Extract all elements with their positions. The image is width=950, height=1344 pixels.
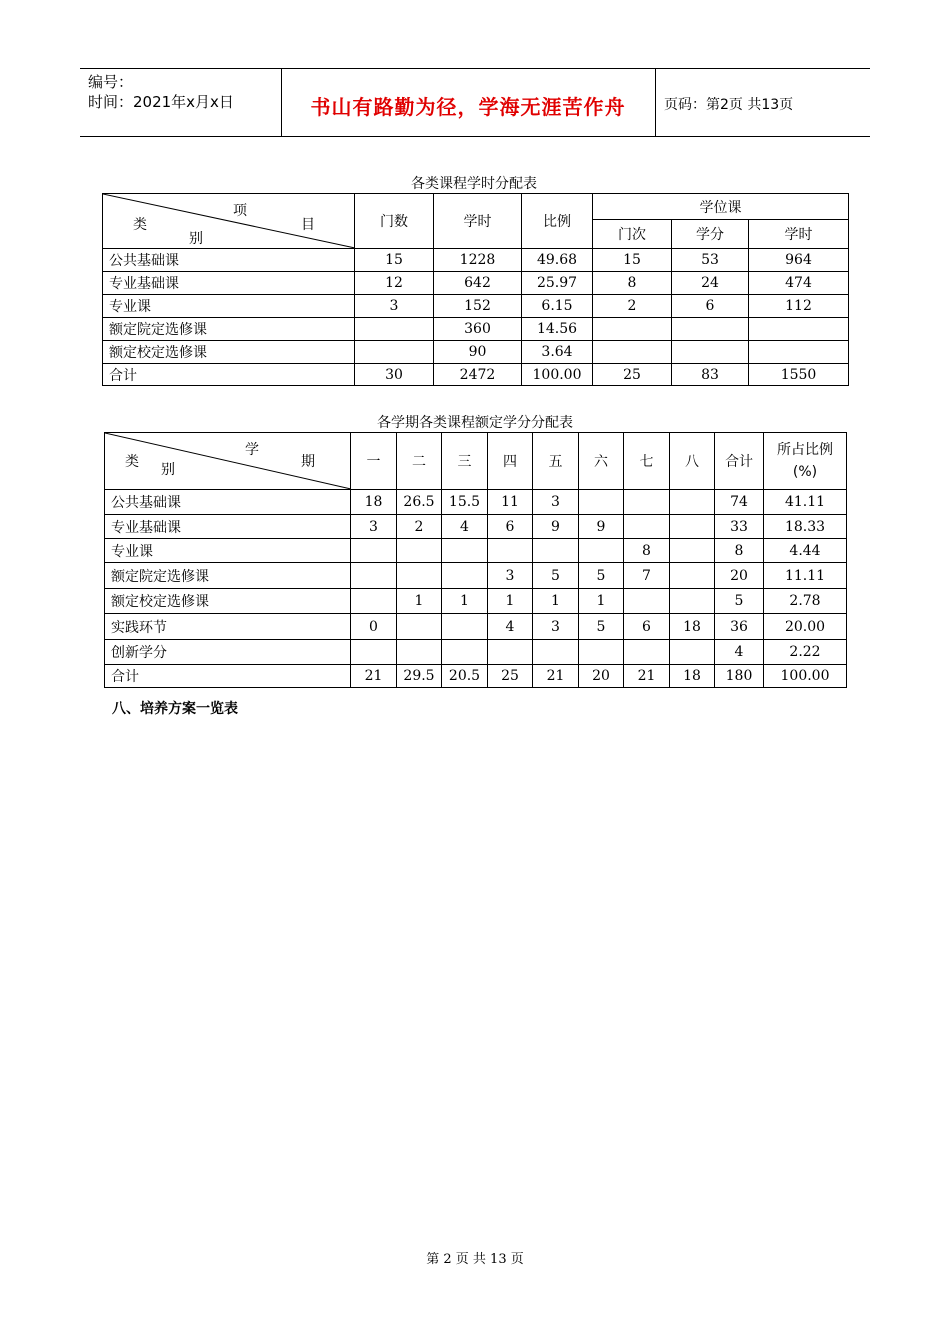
table-cell: 8 xyxy=(624,539,670,563)
table-cell: 0 xyxy=(351,614,397,640)
table-cell: 1228 xyxy=(434,249,522,272)
table-cell: 100.00 xyxy=(522,364,593,386)
header-semester-1: 一 xyxy=(351,433,397,490)
table-cell xyxy=(442,614,488,640)
row-label-cell: 实践环节 xyxy=(105,614,351,640)
table-cell xyxy=(672,318,749,341)
table-cell xyxy=(670,563,715,589)
table-cell: 53 xyxy=(672,249,749,272)
table-row xyxy=(105,539,847,563)
table-cell xyxy=(670,515,715,539)
table-cell: 152 xyxy=(434,295,522,318)
table-cell: 30 xyxy=(355,364,434,386)
table-cell: 642 xyxy=(434,272,522,295)
table-cell: 20 xyxy=(579,665,624,688)
table-cell: 90 xyxy=(434,341,522,364)
header-ratio: 比例 xyxy=(522,194,593,249)
table-cell xyxy=(670,589,715,614)
header-page-label: 页码：第2页 共13页 xyxy=(664,97,794,113)
corner-label-top-right: 目 xyxy=(301,217,315,233)
table-cell: 2 xyxy=(397,515,442,539)
header-semester-6: 六 xyxy=(579,433,624,490)
table-cell: 25 xyxy=(593,364,672,386)
subheader-hours: 学时 xyxy=(749,220,849,249)
table-cell xyxy=(488,539,533,563)
table-cell xyxy=(351,539,397,563)
table-row xyxy=(105,614,847,640)
header-semester-8: 八 xyxy=(670,433,715,490)
table-cell: 964 xyxy=(749,249,849,272)
table-cell xyxy=(351,589,397,614)
table-cell: 8 xyxy=(593,272,672,295)
table-cell xyxy=(670,640,715,665)
table-cell xyxy=(749,318,849,341)
header-semester-5: 五 xyxy=(533,433,579,490)
table-cell: 12 xyxy=(355,272,434,295)
table-cell xyxy=(355,341,434,364)
table-cell: 9 xyxy=(579,515,624,539)
table-cell xyxy=(351,640,397,665)
table-cell: 18 xyxy=(351,490,397,515)
subheader-count: 门次 xyxy=(593,220,672,249)
table-row xyxy=(105,640,847,665)
table-cell: 9 xyxy=(533,515,579,539)
credit-hours-table xyxy=(102,193,849,386)
table-cell: 7 xyxy=(624,563,670,589)
table-cell: 33 xyxy=(715,515,764,539)
table-cell: 3 xyxy=(533,614,579,640)
table-cell: 6 xyxy=(624,614,670,640)
table-cell: 20.00 xyxy=(764,614,847,640)
table-cell: 112 xyxy=(749,295,849,318)
row-label-cell: 公共基础课 xyxy=(105,490,351,515)
header-motto: 书山有路勤为径，学海无涯苦作舟 xyxy=(310,94,626,119)
table-cell xyxy=(579,539,624,563)
table-cell xyxy=(488,640,533,665)
table-row xyxy=(103,249,849,272)
table-cell: 25 xyxy=(488,665,533,688)
table-cell: 3 xyxy=(488,563,533,589)
table-cell xyxy=(442,640,488,665)
row-label-cell: 专业基础课 xyxy=(103,272,355,295)
table-cell: 1 xyxy=(533,589,579,614)
table-cell xyxy=(749,341,849,364)
table-cell: 41.11 xyxy=(764,490,847,515)
semester-credits-table xyxy=(104,432,847,688)
table-cell: 20 xyxy=(715,563,764,589)
table-cell: 2.22 xyxy=(764,640,847,665)
table2-caption: 各学期各类课程额定学分分配表 xyxy=(377,415,573,431)
table-row xyxy=(105,563,847,589)
table-cell: 1 xyxy=(397,589,442,614)
table-cell: 36 xyxy=(715,614,764,640)
table-cell: 5 xyxy=(533,563,579,589)
row-label-cell: 额定院定选修课 xyxy=(103,318,355,341)
table-cell xyxy=(397,640,442,665)
table-cell xyxy=(624,490,670,515)
row-label-cell: 专业课 xyxy=(105,539,351,563)
table-cell: 4.44 xyxy=(764,539,847,563)
table-cell xyxy=(397,563,442,589)
table-cell: 5 xyxy=(579,614,624,640)
table-cell: 15.5 xyxy=(442,490,488,515)
corner-label-left: 类 xyxy=(133,217,147,233)
table-cell: 360 xyxy=(434,318,522,341)
table-cell: 4 xyxy=(488,614,533,640)
table-row xyxy=(103,295,849,318)
table-cell: 3 xyxy=(355,295,434,318)
row-label-cell: 额定校定选修课 xyxy=(105,589,351,614)
table1-caption: 各类课程学时分配表 xyxy=(411,176,537,192)
row-label-cell: 专业基础课 xyxy=(105,515,351,539)
table-cell xyxy=(624,589,670,614)
table-cell: 6 xyxy=(488,515,533,539)
table-cell xyxy=(533,539,579,563)
corner-label-top-right: 期 xyxy=(301,454,315,470)
table1-corner-cell xyxy=(103,194,355,249)
section-title: 八、培养方案一览表 xyxy=(112,701,238,717)
header-semester-4: 四 xyxy=(488,433,533,490)
table-cell xyxy=(593,318,672,341)
header-semester-7: 七 xyxy=(624,433,670,490)
subheader-credits: 学分 xyxy=(672,220,749,249)
corner-label-bottom: 别 xyxy=(161,462,175,478)
row-label-cell: 合计 xyxy=(105,665,351,688)
table-cell: 100.00 xyxy=(764,665,847,688)
corner-label-bottom: 别 xyxy=(189,231,203,247)
table-row xyxy=(103,341,849,364)
page-footer: 第 2 页 共 13 页 xyxy=(426,1252,524,1267)
table-cell xyxy=(397,539,442,563)
table-cell: 74 xyxy=(715,490,764,515)
table-cell: 2 xyxy=(593,295,672,318)
corner-label-left: 类 xyxy=(125,454,139,470)
table-cell: 4 xyxy=(442,515,488,539)
header-degree-courses: 学位课 xyxy=(593,194,849,220)
table-cell xyxy=(351,563,397,589)
table-cell: 21 xyxy=(351,665,397,688)
row-label-cell: 额定校定选修课 xyxy=(103,341,355,364)
table-row xyxy=(103,272,849,295)
table-cell: 26.5 xyxy=(397,490,442,515)
table-cell: 1 xyxy=(442,589,488,614)
table-cell: 25.97 xyxy=(522,272,593,295)
header-total: 合计 xyxy=(715,433,764,490)
table-cell: 474 xyxy=(749,272,849,295)
date-label: 时间：2021年x月x日 xyxy=(88,93,234,111)
table-row xyxy=(103,364,849,386)
table-cell: 4 xyxy=(715,640,764,665)
table-cell xyxy=(442,563,488,589)
table-cell: 6.15 xyxy=(522,295,593,318)
table-row xyxy=(103,318,849,341)
header-ratio-label: 所占比例 xyxy=(777,442,833,458)
table-cell xyxy=(579,490,624,515)
table-row xyxy=(105,665,847,688)
table-cell xyxy=(672,341,749,364)
doc-number-label: 编号： xyxy=(88,73,134,91)
table-cell xyxy=(593,341,672,364)
table-cell: 1 xyxy=(579,589,624,614)
table2-corner-cell xyxy=(105,433,351,490)
header-ratio-unit: (%) xyxy=(792,464,818,480)
table-cell: 5 xyxy=(715,589,764,614)
table-cell: 18 xyxy=(670,614,715,640)
table-cell: 14.56 xyxy=(522,318,593,341)
table-cell xyxy=(442,539,488,563)
table-cell xyxy=(397,614,442,640)
header-semester-3: 三 xyxy=(442,433,488,490)
table-cell: 21 xyxy=(624,665,670,688)
table-cell: 3 xyxy=(351,515,397,539)
row-label-cell: 专业课 xyxy=(103,295,355,318)
table-cell: 49.68 xyxy=(522,249,593,272)
table-cell: 18.33 xyxy=(764,515,847,539)
table-cell: 1550 xyxy=(749,364,849,386)
table-cell: 1 xyxy=(488,589,533,614)
table-cell: 18 xyxy=(670,665,715,688)
table-cell: 20.5 xyxy=(442,665,488,688)
row-label-cell: 创新学分 xyxy=(105,640,351,665)
table-cell xyxy=(579,640,624,665)
table-cell: 5 xyxy=(579,563,624,589)
table-row xyxy=(105,515,847,539)
header-ratio xyxy=(764,433,847,490)
corner-label-top: 项 xyxy=(233,203,247,219)
header-course-count: 门数 xyxy=(355,194,434,249)
row-label-cell: 额定院定选修课 xyxy=(105,563,351,589)
row-label-cell: 公共基础课 xyxy=(103,249,355,272)
table-cell: 24 xyxy=(672,272,749,295)
row-label-cell: 合计 xyxy=(103,364,355,386)
header-left xyxy=(88,72,234,112)
corner-label-top: 学 xyxy=(245,442,259,458)
table-cell xyxy=(533,640,579,665)
table-cell: 15 xyxy=(355,249,434,272)
table-row xyxy=(105,589,847,614)
table-cell xyxy=(624,515,670,539)
table-cell xyxy=(670,539,715,563)
table-cell: 15 xyxy=(593,249,672,272)
table-cell: 21 xyxy=(533,665,579,688)
table-cell: 180 xyxy=(715,665,764,688)
table-cell xyxy=(670,490,715,515)
table-cell: 83 xyxy=(672,364,749,386)
table-row xyxy=(105,490,847,515)
table-cell: 2.78 xyxy=(764,589,847,614)
table-cell: 11 xyxy=(488,490,533,515)
table-cell: 11.11 xyxy=(764,563,847,589)
table-cell: 29.5 xyxy=(397,665,442,688)
header-semester-2: 二 xyxy=(397,433,442,490)
table-cell xyxy=(355,318,434,341)
table-cell: 3 xyxy=(533,490,579,515)
table-cell xyxy=(624,640,670,665)
table-cell: 2472 xyxy=(434,364,522,386)
table-cell: 3.64 xyxy=(522,341,593,364)
table-cell: 8 xyxy=(715,539,764,563)
header-hours: 学时 xyxy=(434,194,522,249)
table-cell: 6 xyxy=(672,295,749,318)
